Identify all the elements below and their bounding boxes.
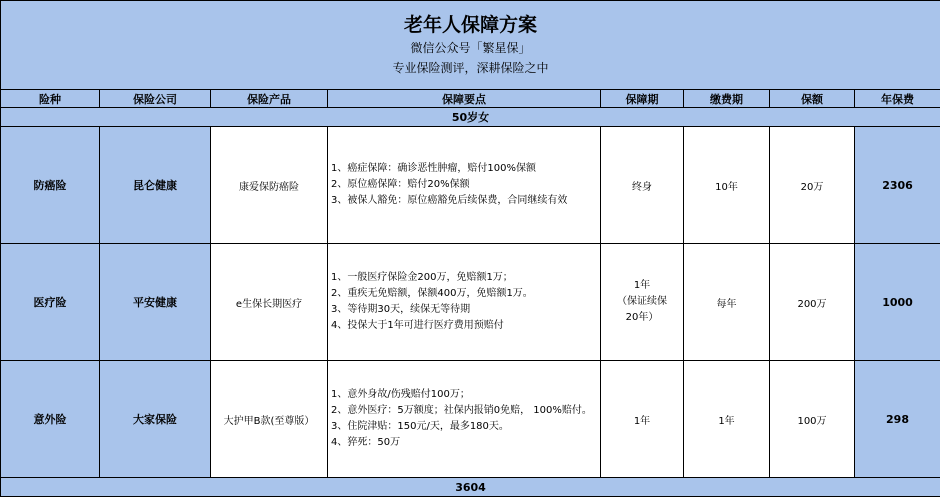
coverage-point: 1、癌症保障：确诊恶性肿瘤，赔付100%保额	[331, 163, 536, 174]
total-row	[1, 478, 940, 497]
coverage-term-line: 20年）	[625, 312, 659, 323]
company-cell: 昆仑健康	[100, 127, 211, 244]
coverage-term-line: 1年	[633, 280, 651, 291]
sum-insured-cell: 20万	[770, 127, 855, 244]
annual-premium-cell: 298	[855, 361, 940, 478]
column-header-row	[1, 90, 940, 108]
payment-term-cell: 10年	[684, 127, 770, 244]
tagline-subtitle: 专业保险测评，深耕保险之中	[392, 61, 549, 75]
coverage-term-cell	[601, 244, 684, 361]
wechat-subtitle: 微信公众号「繁星保」	[410, 41, 531, 55]
company-cell: 平安健康	[100, 244, 211, 361]
product-cell: 大护甲B款(至尊版）	[211, 361, 328, 478]
coverage-point: 2、意外医疗：5万额度；社保内报销0免赔， 100%赔付。	[331, 405, 592, 416]
page-title: 老年人保障方案	[404, 14, 538, 36]
column-header: 保险公司	[100, 90, 211, 108]
product-cell: e生保长期医疗	[211, 244, 328, 361]
coverage-points-cell	[328, 244, 601, 361]
company-cell: 大家保险	[100, 361, 211, 478]
coverage-point: 4、投保大于1年可进行医疗费用预赔付	[331, 320, 504, 331]
coverage-point: 3、住院津贴：150元/天，最多180天。	[331, 421, 509, 432]
coverage-point: 3、等待期30天，续保无等待期	[331, 304, 471, 315]
coverage-point: 1、一般医疗保险金200万，免赔额1万；	[331, 272, 513, 283]
sum-insured-cell: 100万	[770, 361, 855, 478]
coverage-points-cell	[328, 127, 601, 244]
table-row	[1, 244, 940, 361]
group-row	[1, 108, 940, 127]
coverage-term-cell	[601, 361, 684, 478]
column-header: 保额	[770, 90, 855, 108]
insurance-type-cell: 意外险	[1, 361, 100, 478]
table-row	[1, 361, 940, 478]
title-block	[1, 1, 940, 90]
column-header: 缴费期	[684, 90, 770, 108]
annual-premium-cell: 2306	[855, 127, 940, 244]
table-row	[1, 127, 940, 244]
coverage-point: 2、原位癌保障：赔付20%保额	[331, 179, 470, 190]
column-header: 保险产品	[211, 90, 328, 108]
column-header: 年保费	[855, 90, 940, 108]
coverage-point: 3、被保人豁免：原位癌豁免后续保费，合同继续有效	[331, 195, 568, 206]
payment-term-cell: 每年	[684, 244, 770, 361]
insurance-type-cell: 防癌险	[1, 127, 100, 244]
group-label: 50岁女	[1, 108, 940, 127]
coverage-points-cell	[328, 361, 601, 478]
coverage-point: 1、意外身故/伤残赔付100万；	[331, 389, 470, 400]
annual-premium-cell: 1000	[855, 244, 940, 361]
column-header: 保障要点	[328, 90, 601, 108]
product-cell: 康爱保防癌险	[211, 127, 328, 244]
insurance-type-cell: 医疗险	[1, 244, 100, 361]
column-header: 险种	[1, 90, 100, 108]
coverage-term-cell	[601, 127, 684, 244]
payment-term-cell: 1年	[684, 361, 770, 478]
coverage-term-line: 1年	[633, 415, 651, 427]
coverage-term-line: 终身	[632, 181, 652, 193]
sum-insured-cell: 200万	[770, 244, 855, 361]
column-header: 保障期	[601, 90, 684, 108]
total-premium: 3604	[1, 478, 940, 497]
coverage-point: 2、重疾无免赔额，保额400万，免赔额1万。	[331, 288, 533, 299]
coverage-term-line: （保证续保	[617, 296, 667, 307]
coverage-point: 4、猝死：50万	[331, 437, 401, 448]
